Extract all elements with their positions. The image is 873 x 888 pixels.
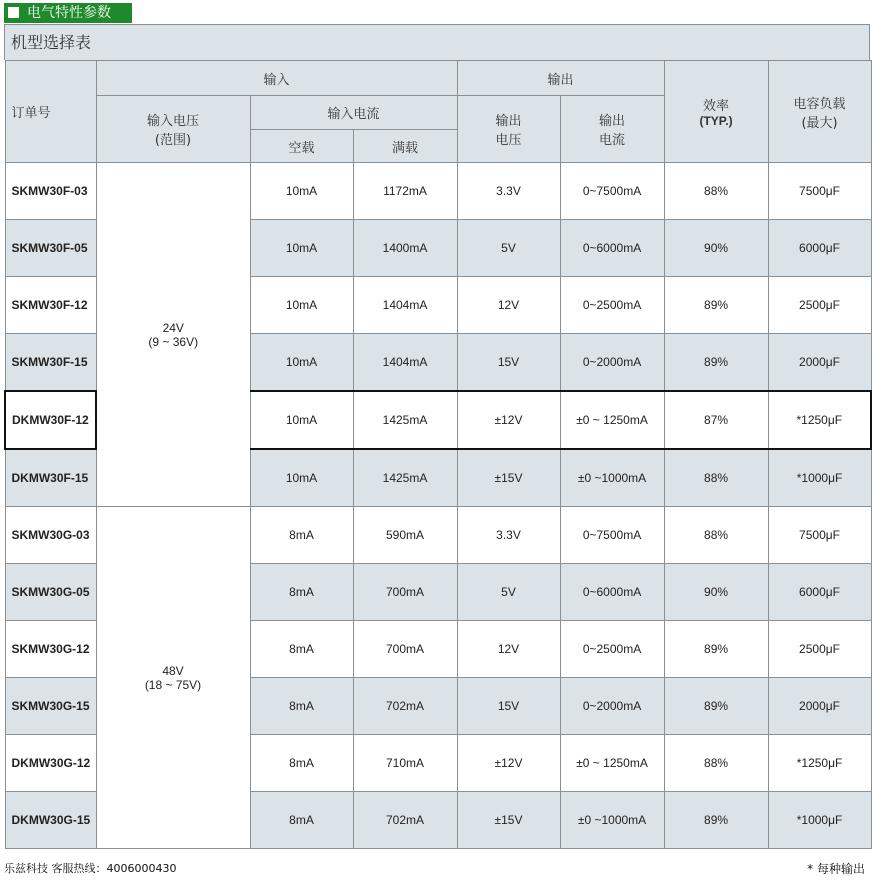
cell-efficiency: 88% <box>664 507 768 564</box>
cell-efficiency: 88% <box>664 163 768 220</box>
cell-output-voltage: 3.3V <box>457 163 560 220</box>
header-input-voltage <box>96 96 250 163</box>
cell-full-load: 700mA <box>353 564 457 621</box>
cell-full-load: 702mA <box>353 678 457 735</box>
cell-no-load: 8mA <box>250 792 353 849</box>
cell-full-load: 1400mA <box>353 220 457 277</box>
header-efficiency-sub: (TYP.) <box>699 113 733 128</box>
footer-note: * 每种输出 <box>807 862 865 876</box>
cell-cap-load: 2000μF <box>768 334 871 392</box>
cell-efficiency: 89% <box>664 621 768 678</box>
cell-model: DKMW30F-12 <box>5 391 96 449</box>
cell-input-voltage <box>96 163 250 507</box>
cell-cap-load: *1000μF <box>768 449 871 507</box>
table-row <box>5 163 871 220</box>
cell-cap-load: 7500μF <box>768 163 871 220</box>
table-title: 机型选择表 <box>4 24 870 60</box>
cell-cap-load: *1250μF <box>768 391 871 449</box>
header-output: 输出 <box>457 61 664 96</box>
square-bullet-icon <box>8 7 19 18</box>
cell-full-load: 1404mA <box>353 334 457 392</box>
cell-model: SKMW30F-03 <box>5 163 96 220</box>
cell-output-current: ±0 ~ 1250mA <box>560 735 664 792</box>
cell-cap-load: 2000μF <box>768 678 871 735</box>
cell-output-voltage: 3.3V <box>457 507 560 564</box>
cell-no-load: 10mA <box>250 449 353 507</box>
cell-cap-load: 6000μF <box>768 220 871 277</box>
cell-output-current: 0~2500mA <box>560 277 664 334</box>
cell-cap-load: 2500μF <box>768 621 871 678</box>
header-input-voltage-sub: (范围) <box>154 133 192 148</box>
header-order-no: 订单号 <box>5 61 96 163</box>
model-selection-table <box>4 60 872 849</box>
cell-model: SKMW30F-15 <box>5 334 96 392</box>
input-voltage-value: 24V <box>162 320 184 335</box>
cell-efficiency: 89% <box>664 277 768 334</box>
cell-model: SKMW30G-05 <box>5 564 96 621</box>
cell-output-voltage: ±12V <box>457 391 560 449</box>
cell-model: SKMW30G-15 <box>5 678 96 735</box>
cell-cap-load: 6000μF <box>768 564 871 621</box>
cell-no-load: 8mA <box>250 564 353 621</box>
header-cap-load <box>768 61 871 163</box>
model-selection-table-container <box>4 24 870 849</box>
table-row <box>5 507 871 564</box>
section-heading <box>4 3 132 23</box>
cell-output-current: 0~7500mA <box>560 163 664 220</box>
cell-no-load: 10mA <box>250 220 353 277</box>
cell-model: SKMW30G-12 <box>5 621 96 678</box>
cell-cap-load: *1000μF <box>768 792 871 849</box>
cell-no-load: 8mA <box>250 507 353 564</box>
cell-output-current: ±0 ~1000mA <box>560 792 664 849</box>
cell-no-load: 10mA <box>250 163 353 220</box>
input-voltage-value: 48V <box>162 663 184 678</box>
header-no-load: 空载 <box>250 130 353 163</box>
cell-efficiency: 89% <box>664 792 768 849</box>
cell-output-voltage: 15V <box>457 678 560 735</box>
cell-full-load: 710mA <box>353 735 457 792</box>
cell-output-voltage: 15V <box>457 334 560 392</box>
cell-output-voltage: ±12V <box>457 735 560 792</box>
section-title: 电气特性参数 <box>27 5 111 21</box>
cell-efficiency: 87% <box>664 391 768 449</box>
cell-no-load: 10mA <box>250 277 353 334</box>
cell-output-voltage: 5V <box>457 564 560 621</box>
header-input-current: 输入电流 <box>250 96 457 130</box>
input-voltage-range: (9 ~ 36V) <box>148 334 199 349</box>
cell-full-load: 1404mA <box>353 277 457 334</box>
cell-cap-load: *1250μF <box>768 735 871 792</box>
cell-full-load: 1172mA <box>353 163 457 220</box>
cell-efficiency: 90% <box>664 564 768 621</box>
cell-input-voltage <box>96 507 250 849</box>
cell-cap-load: 2500μF <box>768 277 871 334</box>
cell-output-voltage: 12V <box>457 621 560 678</box>
cell-efficiency: 90% <box>664 220 768 277</box>
cell-efficiency: 89% <box>664 678 768 735</box>
cell-full-load: 702mA <box>353 792 457 849</box>
cell-no-load: 8mA <box>250 678 353 735</box>
cell-no-load: 10mA <box>250 334 353 392</box>
input-voltage-range: (18 ~ 75V) <box>144 677 202 692</box>
cell-efficiency: 88% <box>664 735 768 792</box>
header-cap-load-sub: (最大) <box>801 115 838 131</box>
cell-output-voltage: ±15V <box>457 792 560 849</box>
cell-model: SKMW30F-05 <box>5 220 96 277</box>
cell-model: SKMW30G-03 <box>5 507 96 564</box>
header-efficiency-label: 效率 <box>703 98 730 114</box>
cell-output-current: 0~2000mA <box>560 334 664 392</box>
cell-output-current: 0~2500mA <box>560 621 664 678</box>
cell-full-load: 1425mA <box>353 391 457 449</box>
cell-output-voltage: ±15V <box>457 449 560 507</box>
cell-cap-load: 7500μF <box>768 507 871 564</box>
cell-output-current: ±0 ~ 1250mA <box>560 391 664 449</box>
header-input: 输入 <box>96 61 457 96</box>
cell-efficiency: 88% <box>664 449 768 507</box>
cell-no-load: 8mA <box>250 621 353 678</box>
cell-full-load: 590mA <box>353 507 457 564</box>
footer-hotline: 乐兹科技 客服热线：4006000430 <box>4 862 177 875</box>
cell-model: DKMW30G-12 <box>5 735 96 792</box>
cell-efficiency: 89% <box>664 334 768 392</box>
cell-output-voltage: 12V <box>457 277 560 334</box>
cell-output-current: 0~7500mA <box>560 507 664 564</box>
cell-model: DKMW30F-15 <box>5 449 96 507</box>
header-efficiency <box>664 61 768 163</box>
header-output-voltage: 输出 电压 <box>457 96 560 163</box>
header-input-voltage-label: 输入电压 <box>146 114 199 129</box>
cell-full-load: 700mA <box>353 621 457 678</box>
header-output-current: 输出 电流 <box>560 96 664 163</box>
cell-no-load: 8mA <box>250 735 353 792</box>
cell-output-current: ±0 ~1000mA <box>560 449 664 507</box>
cell-model: DKMW30G-15 <box>5 792 96 849</box>
cell-output-current: 0~2000mA <box>560 678 664 735</box>
cell-full-load: 1425mA <box>353 449 457 507</box>
cell-output-current: 0~6000mA <box>560 564 664 621</box>
cell-output-current: 0~6000mA <box>560 220 664 277</box>
header-cap-load-label: 电容负载 <box>793 96 846 112</box>
cell-output-voltage: 5V <box>457 220 560 277</box>
cell-model: SKMW30F-12 <box>5 277 96 334</box>
header-full-load: 满载 <box>353 130 457 163</box>
cell-no-load: 10mA <box>250 391 353 449</box>
